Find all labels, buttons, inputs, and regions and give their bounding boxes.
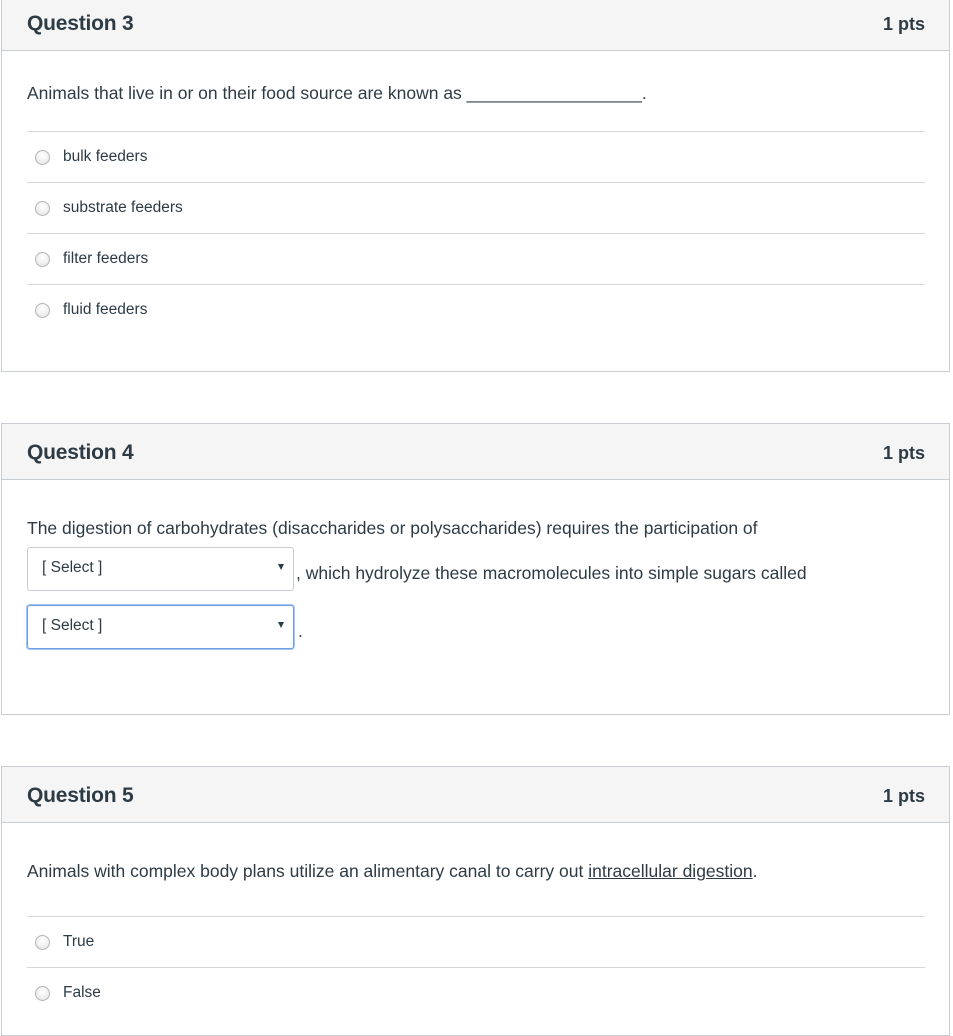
question-text: Animals that live in or on their food source are known as __________________. (27, 83, 647, 103)
question-text-suffix: . (752, 861, 758, 881)
question-text-part2: , which hydrolyze these macromolecules into simple sugars called (296, 563, 807, 583)
answer-label: substrate feeders (63, 199, 183, 216)
question-3-card (1, 0, 950, 372)
answer-option-false[interactable] (27, 968, 925, 1018)
question-header (2, 424, 949, 480)
enzyme-select-dropdown[interactable] (27, 547, 294, 591)
radio-button[interactable] (35, 201, 50, 216)
answer-option[interactable] (27, 183, 925, 234)
underlined-term: intracellular digestion (588, 861, 753, 881)
dropdown-arrow-icon (278, 622, 284, 628)
question-title: Question 3 (27, 12, 134, 35)
question-header (2, 767, 949, 823)
answer-option-true[interactable] (27, 917, 925, 968)
radio-button[interactable] (35, 150, 50, 165)
question-4-card (1, 423, 950, 715)
answer-label: True (63, 933, 95, 950)
radio-button[interactable] (35, 252, 50, 267)
question-title: Question 5 (27, 784, 134, 807)
answer-option[interactable] (27, 132, 925, 183)
answer-option[interactable] (27, 234, 925, 285)
radio-button[interactable] (35, 935, 50, 950)
radio-button[interactable] (35, 986, 50, 1001)
question-text-part3: . (298, 621, 303, 641)
question-body (2, 51, 949, 335)
question-body (2, 480, 949, 650)
select-value: [ Select ] (42, 559, 103, 576)
select-value: [ Select ] (42, 617, 103, 634)
blank-row-1 (27, 546, 925, 592)
question-points: 1 pts (882, 443, 925, 463)
question-5-card (1, 766, 950, 1036)
answer-label: fluid feeders (63, 301, 148, 318)
question-text-part1: The digestion of carbohydrates (disaccharides or polysaccharides) requires the participation of (27, 518, 758, 538)
answer-list (27, 131, 925, 335)
question-points: 1 pts (882, 14, 925, 34)
question-text (27, 823, 925, 916)
answer-label: filter feeders (63, 250, 149, 267)
question-body (2, 823, 949, 1018)
blank-row-2 (27, 604, 925, 650)
question-title: Question 4 (27, 441, 134, 464)
answer-list (27, 916, 925, 1018)
answer-label: bulk feeders (63, 148, 148, 165)
question-points: 1 pts (882, 786, 925, 806)
answer-option[interactable] (27, 285, 925, 335)
radio-button[interactable] (35, 303, 50, 318)
question-text-prefix: Animals with complex body plans utilize an alimentary canal to carry out (27, 861, 589, 881)
question-header (2, 0, 949, 51)
answer-label: False (63, 984, 101, 1001)
dropdown-arrow-icon (278, 564, 284, 570)
sugar-select-dropdown[interactable] (27, 605, 294, 649)
